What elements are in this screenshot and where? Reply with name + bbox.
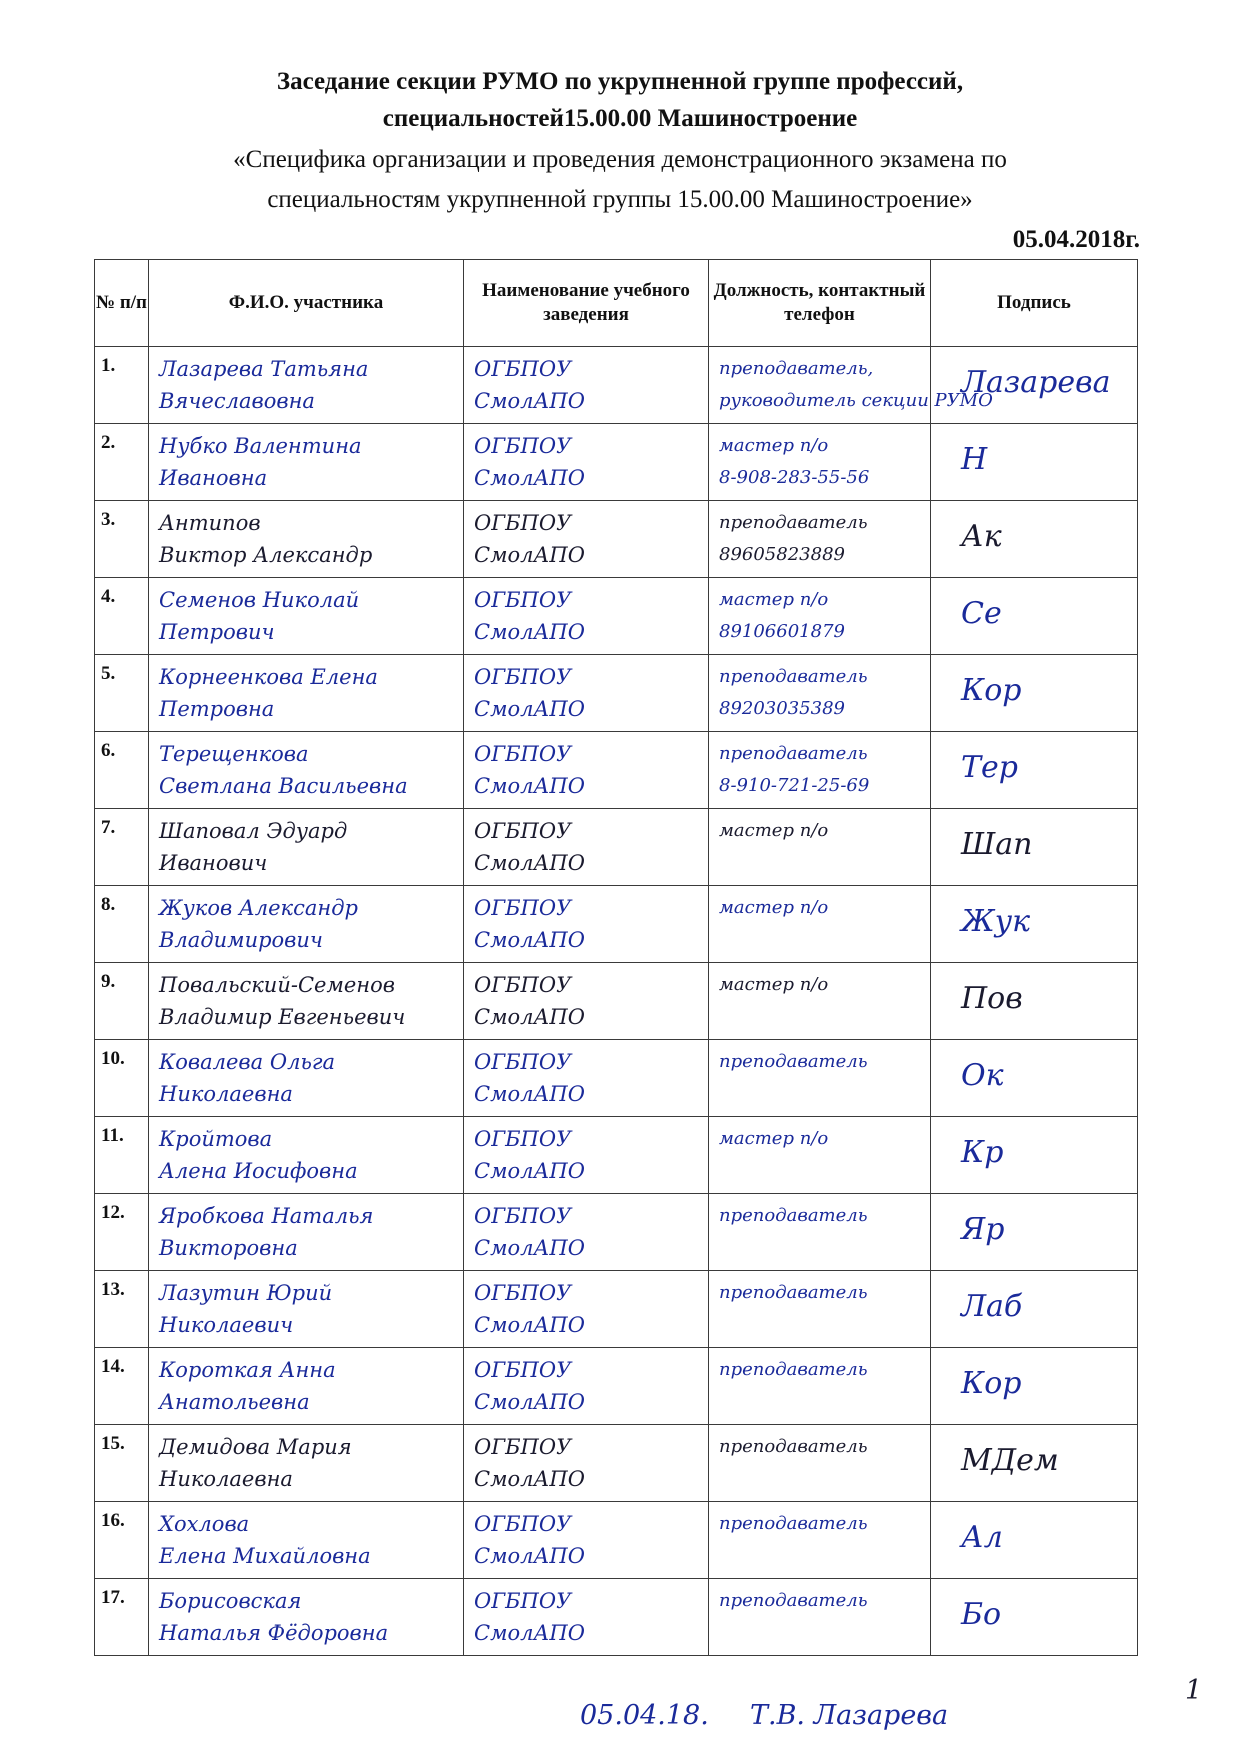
participant-name — [149, 578, 463, 648]
institution — [464, 809, 708, 879]
col-header-institution: Наименование учебного заведения — [464, 260, 709, 347]
institution-line-2: СмолАПО — [474, 1005, 585, 1029]
name-line-2: Виктор Александр — [159, 543, 373, 567]
position-line-2: 8-910-721-25-69 — [719, 775, 870, 796]
signature: Се — [961, 596, 1002, 631]
institution-line-1: ОГБПОУ — [474, 1358, 572, 1382]
position-line-1: преподаватель, — [719, 358, 874, 379]
institution-cell — [464, 1425, 709, 1502]
name-line-1: Шаповал Эдуард — [159, 819, 348, 843]
position-line-1: мастер п/о — [719, 435, 829, 456]
position-line-1: преподаватель — [719, 743, 868, 764]
institution-cell — [464, 1194, 709, 1271]
position-cell — [709, 732, 931, 809]
institution — [464, 1271, 708, 1341]
position — [709, 1271, 930, 1309]
table-row — [95, 1579, 1138, 1656]
institution — [464, 1425, 708, 1495]
name-line-2: Алена Иосифовна — [159, 1159, 358, 1183]
institution-cell — [464, 732, 709, 809]
participant-name-cell — [149, 578, 464, 655]
participant-name-cell — [149, 1194, 464, 1271]
position-line-1: преподаватель — [719, 512, 868, 533]
institution-line-2: СмолАПО — [474, 928, 585, 952]
position-cell — [709, 347, 993, 424]
row-number: 4. — [101, 586, 116, 607]
table-row — [95, 501, 1138, 578]
participant-name — [149, 655, 463, 725]
table-row — [95, 1348, 1138, 1425]
position-line-1: мастер п/о — [719, 820, 829, 841]
institution-cell — [464, 1579, 709, 1656]
position-line-2: руководитель секции РУМО — [719, 390, 993, 411]
name-line-2: Светлана Васильевна — [159, 774, 408, 798]
position — [709, 732, 930, 802]
position-cell — [709, 1194, 931, 1271]
signature-cell — [931, 732, 1138, 809]
row-number-cell — [95, 578, 149, 655]
name-line-1: Повальский-Семенов — [159, 973, 395, 997]
institution-cell — [464, 963, 709, 1040]
name-line-2: Елена Михайловна — [159, 1544, 371, 1568]
row-number-cell — [95, 1271, 149, 1348]
title-line-1: Заседание секции РУМО по укрупненной группе профессий, — [276, 68, 964, 95]
institution — [464, 578, 708, 648]
row-number-cell — [95, 347, 149, 424]
participant-name-cell — [149, 1502, 464, 1579]
institution-cell — [464, 347, 709, 424]
signature: Пов — [961, 981, 1023, 1016]
signature-cell — [931, 1579, 1138, 1656]
institution — [464, 1194, 708, 1264]
signature: Ал — [961, 1520, 1003, 1555]
institution-cell — [464, 424, 709, 501]
participant-name-cell — [149, 886, 464, 963]
participant-name-cell — [149, 1271, 464, 1348]
institution-line-1: ОГБПОУ — [474, 357, 572, 381]
name-line-1: Лазарева Татьяна — [159, 357, 369, 381]
name-line-1: Семенов Николай — [159, 588, 360, 612]
institution-line-2: СмолАПО — [474, 851, 585, 875]
position-cell — [709, 1502, 931, 1579]
participant-name — [149, 1348, 463, 1418]
signature-cell — [931, 1502, 1138, 1579]
footer-name: Т.В. Лазарева — [750, 1700, 949, 1731]
position-cell — [709, 424, 931, 501]
row-number: 3. — [101, 509, 116, 530]
signature: Жук — [961, 904, 1031, 939]
name-line-2: Анатольевна — [159, 1390, 310, 1414]
signature: Тер — [961, 750, 1018, 785]
institution-line-2: СмолАПО — [474, 1621, 585, 1645]
signature: Яр — [961, 1212, 1005, 1247]
institution-line-1: ОГБПОУ — [474, 1281, 572, 1305]
institution — [464, 655, 708, 725]
institution-cell — [464, 886, 709, 963]
position — [709, 1348, 930, 1386]
name-line-2: Петровна — [159, 697, 275, 721]
name-line-1: Борисовская — [159, 1589, 302, 1613]
institution — [464, 1348, 708, 1418]
position — [709, 963, 930, 1001]
table-row — [95, 1502, 1138, 1579]
name-line-2: Владимирович — [159, 928, 323, 952]
row-number-cell — [95, 1040, 149, 1117]
participant-name — [149, 963, 463, 1033]
signature-cell — [931, 424, 1138, 501]
position-line-2: 89203035389 — [719, 698, 845, 719]
row-number: 10. — [101, 1048, 125, 1069]
col-header-signature: Подпись — [931, 260, 1138, 347]
institution — [464, 732, 708, 802]
participant-name — [149, 809, 463, 879]
name-line-1: Лазутин Юрий — [159, 1281, 333, 1305]
position-line-1: преподаватель — [719, 1359, 868, 1380]
signature: Шап — [961, 827, 1033, 862]
row-number: 16. — [101, 1510, 125, 1531]
row-number: 12. — [101, 1202, 125, 1223]
institution-line-2: СмолАПО — [474, 1390, 585, 1414]
row-number: 6. — [101, 740, 116, 761]
institution-line-1: ОГБПОУ — [474, 511, 572, 535]
row-number-cell — [95, 1194, 149, 1271]
signature: Н — [961, 442, 988, 477]
institution-line-1: ОГБПОУ — [474, 896, 572, 920]
signature-cell — [931, 1040, 1138, 1117]
row-number-cell — [95, 424, 149, 501]
signature-cell — [931, 1194, 1138, 1271]
position-cell — [709, 886, 931, 963]
position — [709, 424, 930, 494]
position — [709, 886, 930, 924]
position — [709, 655, 930, 725]
participant-name — [149, 347, 463, 417]
institution-cell — [464, 578, 709, 655]
position-cell — [709, 1040, 931, 1117]
position-line-1: мастер п/о — [719, 974, 829, 995]
institution-line-2: СмолАПО — [474, 466, 585, 490]
position-cell — [709, 578, 931, 655]
institution — [464, 1117, 708, 1187]
position-cell — [709, 655, 931, 732]
name-line-2: Иванович — [159, 851, 268, 875]
participant-name — [149, 732, 463, 802]
participant-name — [149, 424, 463, 494]
institution-line-2: СмолАПО — [474, 1236, 585, 1260]
signature-cell — [931, 963, 1138, 1040]
row-number: 11. — [101, 1125, 124, 1146]
institution — [464, 1502, 708, 1572]
position — [709, 1502, 930, 1540]
participant-name-cell — [149, 1117, 464, 1194]
col-header-number: № п/п — [95, 260, 149, 347]
signature: Кор — [961, 1366, 1022, 1401]
table-header-row — [95, 260, 1138, 347]
position-cell — [709, 963, 931, 1040]
institution-line-2: СмолАПО — [474, 389, 585, 413]
name-line-2: Вячеславовна — [159, 389, 315, 413]
signature-cell — [931, 347, 1138, 424]
table-row — [95, 732, 1138, 809]
institution-line-2: СмолАПО — [474, 620, 585, 644]
institution-cell — [464, 1040, 709, 1117]
table-row — [95, 1194, 1138, 1271]
institution-line-1: ОГБПОУ — [474, 973, 572, 997]
participant-name — [149, 1502, 463, 1572]
institution-line-1: ОГБПОУ — [474, 1204, 572, 1228]
document-date: 05.04.2018г. — [1012, 226, 1140, 253]
signature-cell — [931, 1348, 1138, 1425]
row-number: 7. — [101, 817, 116, 838]
table-row — [95, 655, 1138, 732]
row-number-cell — [95, 655, 149, 732]
position-line-1: мастер п/о — [719, 1128, 829, 1149]
position — [709, 1117, 930, 1155]
signature-cell — [931, 1425, 1138, 1502]
position-line-1: преподаватель — [719, 666, 868, 687]
institution-cell — [464, 501, 709, 578]
signature-cell — [931, 655, 1138, 732]
name-line-1: Жуков Александр — [159, 896, 358, 920]
position-line-2: 89106601879 — [719, 621, 845, 642]
position-line-1: преподаватель — [719, 1051, 868, 1072]
participant-name-cell — [149, 963, 464, 1040]
table-row — [95, 963, 1138, 1040]
row-number: 8. — [101, 894, 116, 915]
row-number-cell — [95, 886, 149, 963]
name-line-1: Яробкова Наталья — [159, 1204, 374, 1228]
position — [709, 809, 930, 847]
institution-line-1: ОГБПОУ — [474, 1050, 572, 1074]
institution — [464, 1579, 708, 1649]
signature-cell — [931, 501, 1138, 578]
page-number: 1 — [1185, 1675, 1203, 1706]
institution-line-1: ОГБПОУ — [474, 665, 572, 689]
position-line-1: преподаватель — [719, 1282, 868, 1303]
subtitle-line-1: «Специфика организации и проведения демонстрационного экзамена по — [233, 146, 1007, 173]
position-line-2: 8-908-283-55-56 — [719, 467, 870, 488]
name-line-2: Викторовна — [159, 1236, 298, 1260]
row-number-cell — [95, 963, 149, 1040]
institution — [464, 963, 708, 1033]
institution-cell — [464, 1117, 709, 1194]
institution-line-2: СмолАПО — [474, 1159, 585, 1183]
name-line-2: Николаевна — [159, 1082, 293, 1106]
institution-line-1: ОГБПОУ — [474, 1589, 572, 1613]
row-number: 15. — [101, 1433, 125, 1454]
signature-cell — [931, 886, 1138, 963]
row-number: 17. — [101, 1587, 125, 1608]
institution-line-1: ОГБПОУ — [474, 819, 572, 843]
table-row — [95, 1117, 1138, 1194]
row-number: 5. — [101, 663, 116, 684]
position-cell — [709, 1271, 931, 1348]
participant-name — [149, 1194, 463, 1264]
signature: Ок — [961, 1058, 1004, 1093]
position — [709, 1040, 930, 1078]
name-line-1: Ковалева Ольга — [159, 1050, 336, 1074]
position-cell — [709, 809, 931, 886]
signature: Лазарева — [961, 365, 1111, 400]
row-number-cell — [95, 809, 149, 886]
institution-cell — [464, 1502, 709, 1579]
position-line-1: мастер п/о — [719, 897, 829, 918]
row-number-cell — [95, 1348, 149, 1425]
participant-name — [149, 1271, 463, 1341]
participant-name-cell — [149, 1040, 464, 1117]
name-line-1: Кройтова — [159, 1127, 273, 1151]
position-cell — [709, 1425, 931, 1502]
signature-cell — [931, 1271, 1138, 1348]
participant-name — [149, 1425, 463, 1495]
attendance-table — [94, 259, 1138, 1656]
name-line-2: Николаевна — [159, 1467, 293, 1491]
row-number-cell — [95, 732, 149, 809]
participant-name-cell — [149, 1579, 464, 1656]
row-number: 1. — [101, 355, 116, 376]
table-row — [95, 347, 1138, 424]
participant-name-cell — [149, 809, 464, 886]
table-row — [95, 886, 1138, 963]
institution-line-1: ОГБПОУ — [474, 434, 572, 458]
institution-line-2: СмолАПО — [474, 1082, 585, 1106]
name-line-1: Корнеенкова Елена — [159, 665, 378, 689]
name-line-1: Антипов — [159, 511, 261, 535]
table-row — [95, 578, 1138, 655]
institution-line-2: СмолАПО — [474, 1544, 585, 1568]
signature-cell — [931, 1117, 1138, 1194]
table-row — [95, 1425, 1138, 1502]
institution — [464, 501, 708, 571]
position — [709, 501, 930, 571]
row-number-cell — [95, 1579, 149, 1656]
institution-line-2: СмолАПО — [474, 543, 585, 567]
institution-line-2: СмолАПО — [474, 1467, 585, 1491]
col-header-position: Должность, контактный телефон — [709, 260, 931, 347]
institution-cell — [464, 809, 709, 886]
institution — [464, 347, 708, 417]
participant-name — [149, 1579, 463, 1649]
row-number: 13. — [101, 1279, 125, 1300]
institution-line-1: ОГБПОУ — [474, 1512, 572, 1536]
position-line-2: 89605823889 — [719, 544, 845, 565]
name-line-2: Петрович — [159, 620, 275, 644]
name-line-1: Хохлова — [159, 1512, 250, 1536]
position-line-1: преподаватель — [719, 1513, 868, 1534]
name-line-1: Терещенкова — [159, 742, 309, 766]
institution-line-1: ОГБПОУ — [474, 1435, 572, 1459]
institution-cell — [464, 655, 709, 732]
participant-name-cell — [149, 732, 464, 809]
signature: Бо — [961, 1597, 1002, 1632]
participant-name — [149, 886, 463, 956]
participant-name — [149, 1117, 463, 1187]
institution — [464, 886, 708, 956]
position — [709, 347, 993, 417]
position-line-1: преподаватель — [719, 1205, 868, 1226]
position-cell — [709, 1117, 931, 1194]
institution-cell — [464, 1348, 709, 1425]
row-number-cell — [95, 1502, 149, 1579]
subtitle-line-2: специальностям укрупненной группы 15.00.00 Машиностроение» — [267, 186, 973, 213]
participant-name — [149, 501, 463, 571]
table-row — [95, 809, 1138, 886]
row-number-cell — [95, 501, 149, 578]
signature: Лаб — [961, 1289, 1023, 1324]
name-line-2: Владимир Евгеньевич — [159, 1005, 406, 1029]
signature: МДем — [961, 1443, 1059, 1478]
position — [709, 1425, 930, 1463]
institution — [464, 424, 708, 494]
participant-name-cell — [149, 1348, 464, 1425]
name-line-1: Демидова Мария — [159, 1435, 352, 1459]
participant-name-cell — [149, 424, 464, 501]
signature: Кр — [961, 1135, 1004, 1170]
institution-line-2: СмолАПО — [474, 1313, 585, 1337]
institution-line-2: СмолАПО — [474, 774, 585, 798]
signature: Кор — [961, 673, 1022, 708]
institution-line-1: ОГБПОУ — [474, 742, 572, 766]
name-line-2: Николаевич — [159, 1313, 294, 1337]
participant-name-cell — [149, 501, 464, 578]
position — [709, 1579, 930, 1617]
participant-name — [149, 1040, 463, 1110]
signature-cell — [931, 578, 1138, 655]
participant-name-cell — [149, 655, 464, 732]
position-line-1: преподаватель — [719, 1590, 868, 1611]
col-header-name: Ф.И.О. участника — [149, 260, 464, 347]
name-line-2: Наталья Фёдоровна — [159, 1621, 389, 1645]
signature: Ак — [961, 519, 1002, 554]
row-number: 14. — [101, 1356, 125, 1377]
footer-date: 05.04.18. — [580, 1700, 709, 1731]
institution-line-1: ОГБПОУ — [474, 588, 572, 612]
institution-line-2: СмолАПО — [474, 697, 585, 721]
title-line-2: специальностей15.00.00 Машиностроение — [382, 105, 858, 132]
institution — [464, 1040, 708, 1110]
institution-line-1: ОГБПОУ — [474, 1127, 572, 1151]
table-row — [95, 1271, 1138, 1348]
position — [709, 1194, 930, 1232]
row-number: 2. — [101, 432, 116, 453]
table-row — [95, 1040, 1138, 1117]
institution-cell — [464, 1271, 709, 1348]
row-number-cell — [95, 1425, 149, 1502]
name-line-1: Короткая Анна — [159, 1358, 336, 1382]
table-row — [95, 424, 1138, 501]
row-number: 9. — [101, 971, 116, 992]
participant-name-cell — [149, 1425, 464, 1502]
row-number-cell — [95, 1117, 149, 1194]
position-cell — [709, 501, 931, 578]
position-cell — [709, 1579, 931, 1656]
position — [709, 578, 930, 648]
signature-cell — [931, 809, 1138, 886]
name-line-1: Нубко Валентина — [159, 434, 362, 458]
participant-name-cell — [149, 347, 464, 424]
position-cell — [709, 1348, 931, 1425]
position-line-1: преподаватель — [719, 1436, 868, 1457]
position-line-1: мастер п/о — [719, 589, 829, 610]
name-line-2: Ивановна — [159, 466, 268, 490]
